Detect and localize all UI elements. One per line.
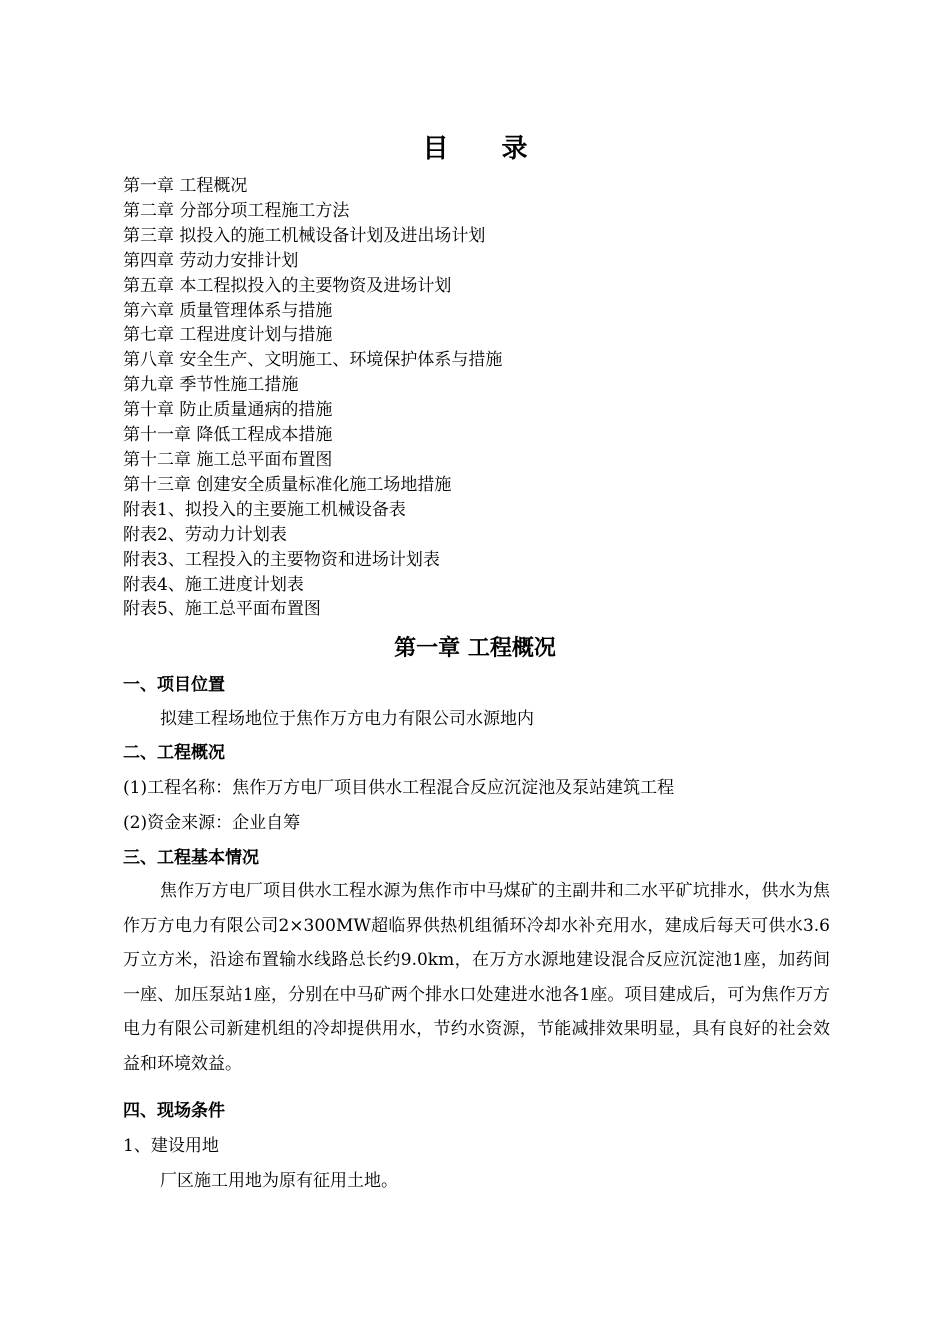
toc-item: 第五章 本工程拟投入的主要物资及进场计划: [123, 275, 452, 296]
toc-item: 第八章 安全生产、文明施工、环境保护体系与措施: [123, 350, 503, 371]
basic-info-paragraph: 焦作万方电厂项目供水工程水源为焦作市中马煤矿的主副井和二水平矿坑排水，供水为焦作万方电力有限公司2×300MW超临界供热机组循环冷却水补充用水，建成后每天可供水3.6万立方米，沿途布置输水线路总长约9.0km，在万方水源地建设混合反应沉淀池1座，加药间一座、加压泵站1座，分别在中马矿两个排水口处建进水池各1座。项目建成后，可为焦作万方电力有限公司新建机组的冷却提供用水，节约水资源，节能减排效果明显，具有良好的社会效益和环境效益。: [123, 881, 830, 1074]
toc-item: 第二章 分部分项工程施工方法: [123, 200, 350, 221]
section-heading-site-conditions: 四、现场条件: [123, 1101, 225, 1121]
toc-title: 目 录: [422, 134, 550, 164]
toc-item: 附表5、施工总平面布置图: [123, 599, 321, 620]
toc-list: [123, 174, 502, 622]
toc-item: 第四章 劳动力安排计划: [123, 250, 299, 271]
land-text: 厂区施工用地为原有征用土地。: [160, 1171, 398, 1191]
location-text: 拟建工程场地位于焦作万方电力有限公司水源地内: [160, 709, 534, 729]
funding-source-item: (2)资金来源：企业自筹: [123, 813, 301, 833]
toc-item: 第一章 工程概况: [123, 176, 248, 196]
project-name-item: (1)工程名称：焦作万方电厂项目供水工程混合反应沉淀池及泵站建筑工程: [123, 778, 675, 798]
toc-item: 第十二章 施工总平面布置图: [123, 449, 333, 470]
toc-item: 附表1、拟投入的主要施工机械设备表: [123, 499, 406, 520]
subsection-heading-land: 1、建设用地: [123, 1136, 219, 1156]
section-heading-overview: 二、工程概况: [123, 743, 225, 763]
section-heading-basic-info: 三、工程基本情况: [123, 848, 259, 868]
section-heading-location: 一、项目位置: [123, 675, 225, 695]
toc-item: 第十三章 创建安全质量标准化施工场地措施: [123, 474, 452, 495]
toc-item: 附表3、工程投入的主要物资和进场计划表: [123, 549, 440, 570]
toc-item: 第九章 季节性施工措施: [123, 375, 299, 396]
chapter-title: 第一章 工程概况: [394, 635, 556, 661]
toc-item: 附表4、施工进度计划表: [123, 574, 304, 595]
toc-item: 附表2、劳动力计划表: [123, 524, 287, 545]
toc-item: 第三章 拟投入的施工机械设备计划及进出场计划: [123, 225, 486, 246]
toc-item: 第六章 质量管理体系与措施: [123, 300, 333, 321]
toc-item: 第十一章 降低工程成本措施: [123, 425, 333, 446]
toc-item: 第七章 工程进度计划与措施: [123, 325, 333, 346]
toc-item: 第十章 防止质量通病的措施: [123, 400, 333, 421]
